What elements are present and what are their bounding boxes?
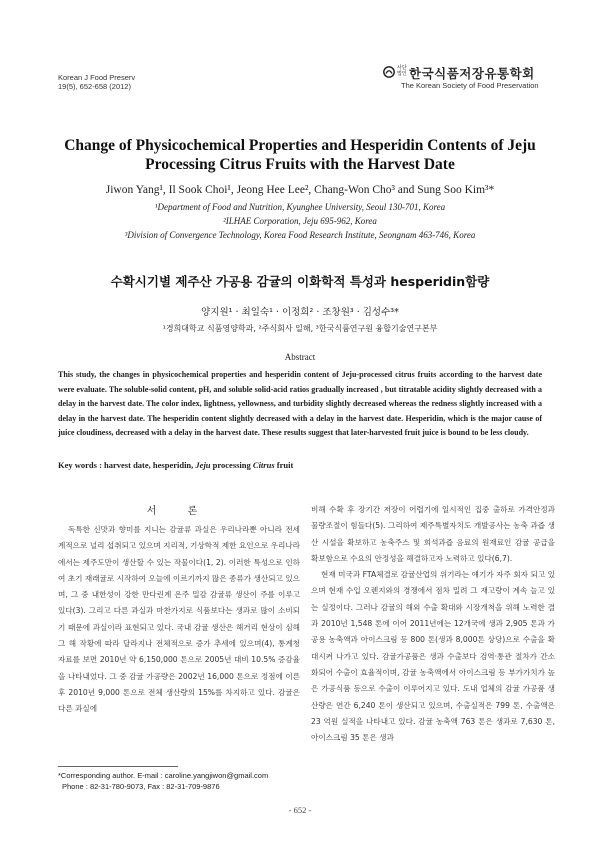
journal-volume: 19(5), 652-658 (2012) xyxy=(58,82,131,91)
keyword-citrus: Citrus xyxy=(252,460,275,470)
footnote-divider xyxy=(58,766,178,767)
intro-paragraph-2: 비해 수확 후 장기간 저장이 어렵기에 일시적인 집중 출하로 가격안정과 물량조절이 힘들다(5). 그리하여 제주특별자치도 개발공사는 농축 과즙 생산 시설을 확보하고 농축주스 및 희석과즙 음료의 원재료인 감귤 공급을 확보함으로 수요의 안정성을 해결하고자 노력하고 있다(6,7). xyxy=(311,505,555,563)
korean-affiliations: ¹경희대학교 식품영양학과, ²주식회사 일해, ³한국식품연구원 융합기술연구본부 xyxy=(162,324,438,333)
society-name-en: The Korean Society of Food Preservation xyxy=(401,81,539,90)
right-column xyxy=(311,502,555,746)
paper-title: Change of Physicochemical Properties and Hesperidin Contents of Jeju Processing Citrus Fruits with the Harvest Date xyxy=(64,137,536,173)
introduction-heading: 서 론 xyxy=(146,506,212,517)
left-column xyxy=(58,522,300,718)
keywords-line xyxy=(58,460,542,470)
keyword-jeju: Jeju xyxy=(195,460,211,470)
affiliation-2: ²ILHAE Corporation, Jeju 695-962, Korea xyxy=(223,216,377,226)
korean-title: 수확시기별 제주산 가공용 감귤의 이화학적 특성과 hesperidin함량 xyxy=(110,274,490,289)
intro-paragraph-1: 독특한 신맛과 향미를 지니는 감귤류 과실은 우리나라뿐 아니라 전세계적으로 널리 섭취되고 있으며 지리적, 기상학적 제한 요인으로 우리나라에서는 제주도만이 생산할 수 있는 작물이다(1, 2). 이러한 특성으로 인하여 초기 재래귤로 시작하여 오늘에 이르기까지 많은 종류가 생산되고 있으며, 그 중 내한성이 강한 만다린계 온주 밀감 감귤류 생산이 주를 이루고 있다(3). 그리고 다른 과실과 마찬가지로 식품보다는 생과로 많이 소비되기 때문에 과실이라 표현되고 있다. 국내 감귤 생산은 해거리 현상이 심해 그 해 작황에 따라 달라지나 전체적으로 증가 추세에 있으며(4), 통계청 자료를 보면 2010년 약 6,150,000 톤으로 2005년 대비 10.5% 증감율을 나타내었다. 그 중 감귤 가공량은 2002년 16,000 톤으로 정점에 이른 후 2010년 9,000 톤으로 전체 생산량의 15%를 차지하고 있다. 감귤은 다른 과실에 xyxy=(58,525,300,714)
journal-citation xyxy=(58,73,135,91)
keywords-label: Key words : harvest date, hesperidin, xyxy=(58,460,196,470)
society-name-kr: 한국식품저장유통학회 xyxy=(409,66,535,81)
corresponding-author-email: *Corresponding author. E-mail : caroline.yangjiwon@gmail.com xyxy=(58,771,269,780)
korean-author-list: 양지원¹ · 최일숙¹ · 이정희² · 조창원³ · 김성수³* xyxy=(201,307,399,318)
society-tag: 사단법인 xyxy=(397,65,407,77)
footnote xyxy=(58,770,318,792)
journal-name: Korean J Food Preserv xyxy=(58,73,136,82)
author-list: Jiwon Yang¹, Il Sook Choi¹, Jeong Hee Lee², Chang-Won Cho³ and Sung Soo Kim³* xyxy=(105,184,495,196)
affiliation-3: ³Division of Convergence Technology, Korea Food Research Institute, Seongnam 463-746, Korea xyxy=(124,230,476,240)
keyword-processing: processing xyxy=(210,460,253,470)
abstract-body: This study, the changes in physicochemical properties and hesperidin content of Jeju-processed citrus fruits according to the harvest date were evaluate. The soluble-solid content, pH, and soluble solid-acid ratios gradually increased , but titratable acidity slightly decreased with a delay in the harvest date. The color index, lightness, yellowness, and turbidity slightly decreased whereas the redness slightly increased with a delay in the harvest date. The hesperidin content slightly decreased with a delay in the harvest date. Hesperidin, which is the major cause of juice cloudiness, decreased with a delay in the harvest date. These results suggest that later-harvested fruit juice is bound to be less cloudy. xyxy=(58,370,542,437)
affiliation-1: ¹Department of Food and Nutrition, Kyunghee University, Seoul 130-701, Korea xyxy=(154,202,446,212)
society-logo-icon xyxy=(383,66,395,78)
keyword-fruit: fruit xyxy=(274,460,294,470)
abstract-heading: Abstract xyxy=(284,352,316,362)
intro-paragraph-3: 현재 미국과 FTA체결로 감귤산업의 위기라는 얘기가 자주 회자 되고 있으며 현재 수입 오렌지와의 경쟁에서 점차 밀려 그 재고량이 계속 늘고 있는 실정이다. 그러나 감귤의 해외 수출 확대와 시장개척을 위해 노력한 결과 2010년 1,548 톤에 이어 2011년에는 12개국에 생과 2,905 톤과 가공용 농축액과 아이스크림 등 800 톤(생과 8,000톤 상당)으로 수출을 확대시켜 나가고 있다. 감귤가공품은 생과 수출보다 검역·통관 절차가 간소화되어 수출이 효율적이며, 감귤 농축액에서 아이스크림 등 부가가치가 높은 가공식품 등으로 수출이 이루어지고 있다. 도내 업체의 감귤 가공품 생산량은 연간 6,240 톤이 생산되고 있으며, 수출실적은 799 톤, 수출액은 23 억원 실적을 나타내고 있다. 감귤 농축액 763 톤은 생과로 7,630 톤, 아이스크림 35 톤은 생과 xyxy=(311,570,555,743)
page-number: - 652 - xyxy=(288,805,312,815)
corresponding-author-phone: Phone : 82-31-780-9073, Fax : 82-31-709-9876 xyxy=(62,782,220,791)
